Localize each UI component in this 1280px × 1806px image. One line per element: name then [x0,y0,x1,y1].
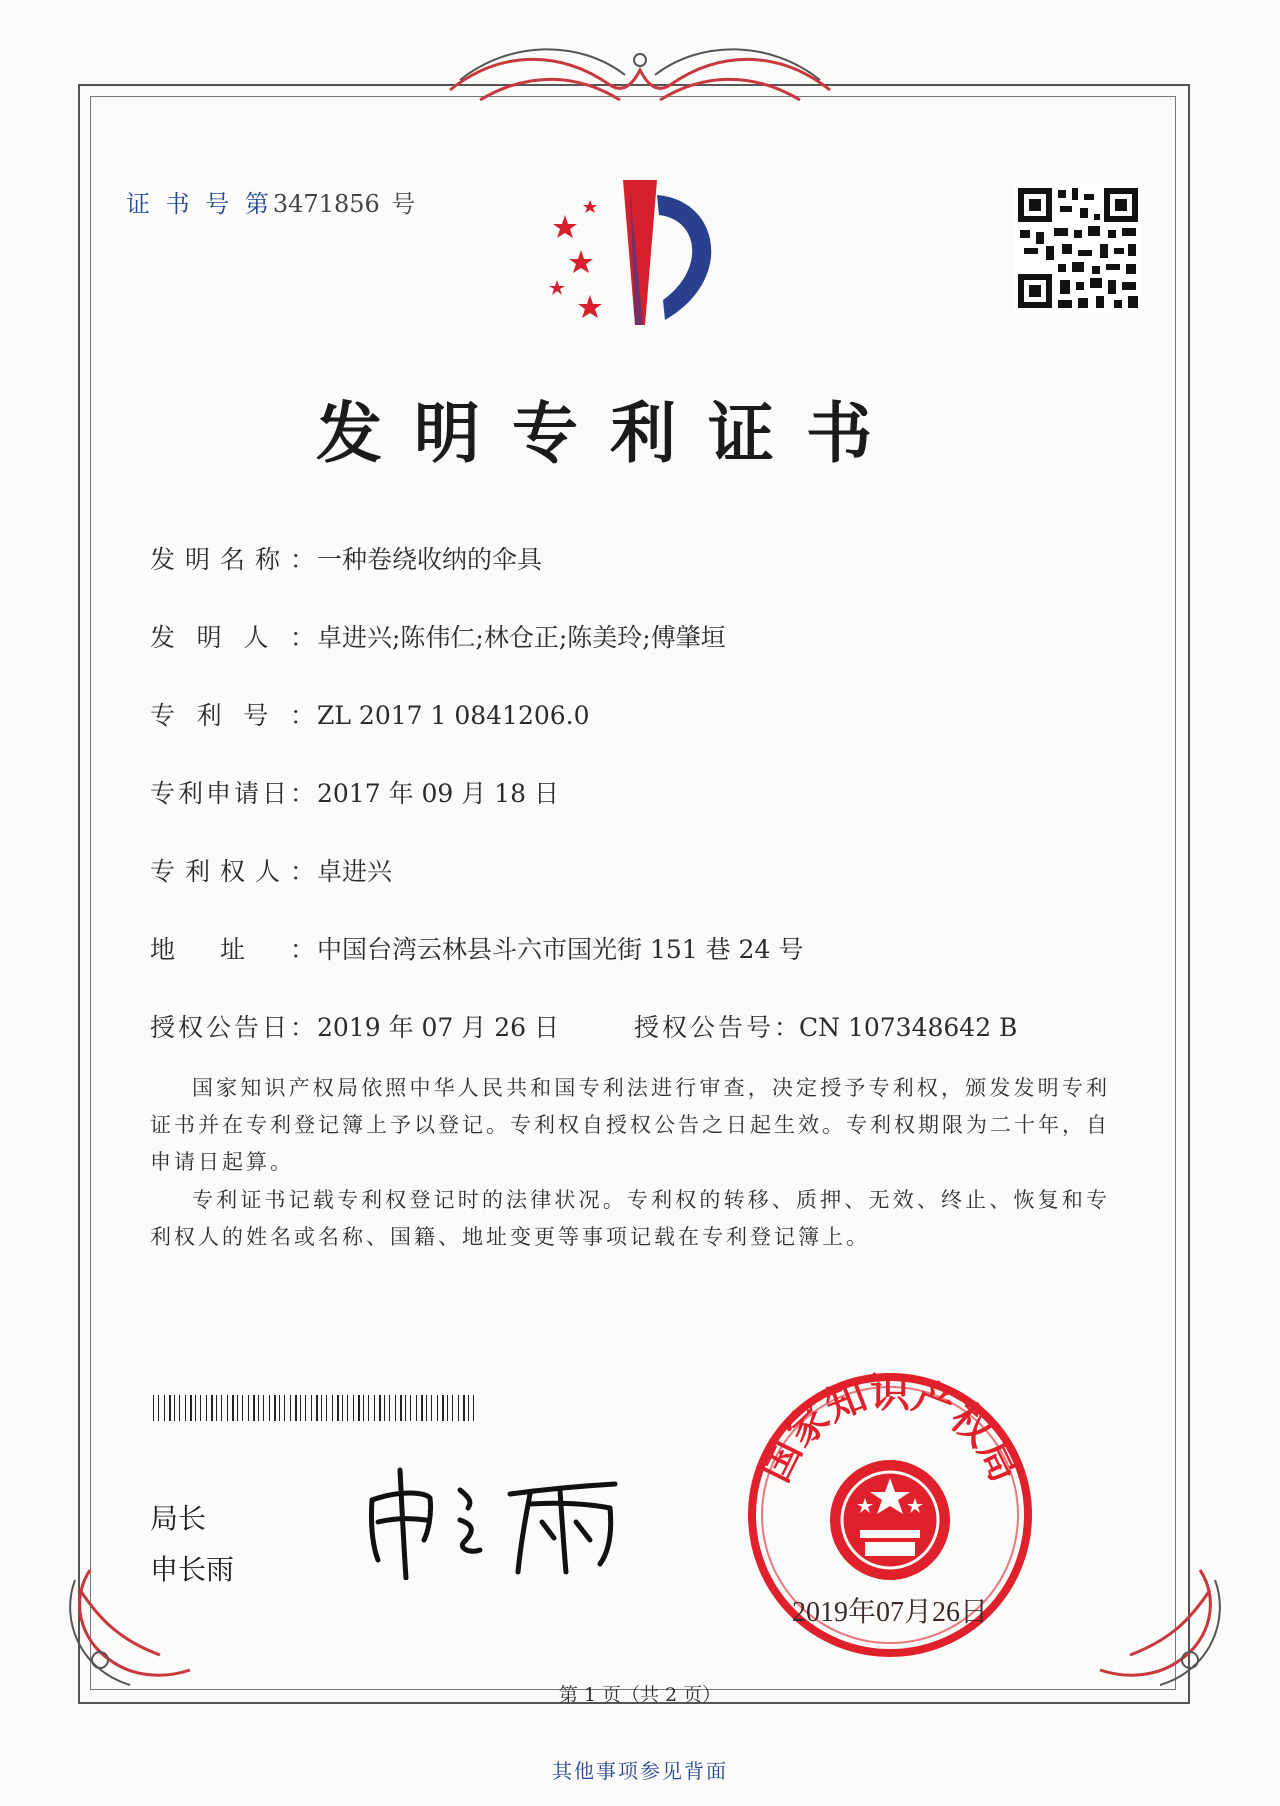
field-invention-name [150,540,542,576]
barcode-bar [169,1395,171,1421]
barcode-bar [216,1395,217,1421]
barcode-bar [242,1395,243,1421]
certificate-number-label: 证 书 号 第 [126,190,273,218]
page-title: 发明专利证书 [316,395,904,472]
barcode-bar [332,1395,333,1421]
barcode-bar [400,1395,402,1421]
barcode-bar [437,1395,438,1421]
barcode-bar [258,1395,259,1421]
barcode-bar [358,1395,360,1421]
page-number: 第 1 页（共 2 页） [558,1684,722,1706]
barcode-bar [164,1395,165,1421]
barcode-bar [316,1395,318,1421]
field-inventors [150,618,726,654]
seal-text: 国家知识产权局 [752,1370,1028,1490]
barcode-bar [410,1395,411,1421]
field-label: 专利申请日： [150,779,315,808]
handwritten-signature [360,1460,640,1580]
barcode-bar [452,1395,453,1421]
barcode-bar [190,1395,192,1421]
field-patent-number [150,696,590,732]
field-value: 一种卷绕收纳的伞具 [317,545,543,574]
barcode-bar [269,1395,270,1421]
barcode-bar [384,1395,385,1421]
field-label: 地址： [150,935,315,964]
barcode-bar [200,1395,201,1421]
barcode-bar [463,1395,465,1421]
field-value: CN 107348642 B [799,1013,1018,1042]
certificate-number-value: 3471856 [272,190,380,218]
barcode-bar [426,1395,427,1421]
barcode-bar [206,1395,207,1421]
barcode-bar [321,1395,322,1421]
patent-office-logo-icon [535,170,735,335]
barcode-bar [284,1395,285,1421]
field-label: 授权公告日： [150,1013,315,1042]
barcode-icon [153,1395,478,1421]
footer-note: 其他事项参见背面 [552,1759,728,1783]
field-address [150,930,803,966]
barcode-bar [389,1395,390,1421]
field-label: 授权公告号： [634,1013,799,1042]
barcode-bar [379,1395,381,1421]
barcode-bar [290,1395,291,1421]
director-title: 局长 [150,1502,207,1535]
barcode-bar [421,1395,423,1421]
barcode-bar [374,1395,375,1421]
barcode-bar [232,1395,234,1421]
barcode-bar [473,1395,474,1421]
field-label: 专利号： [150,701,315,730]
field-value: ZL 2017 1 0841206.0 [317,701,590,730]
barcode-bar [237,1395,238,1421]
certificate-number [126,184,419,219]
barcode-bar [279,1395,280,1421]
legal-paragraph-2: 专利证书记载专利权登记时的法律状况。专利权的转移、质押、无效、终止、恢复和专利权人的姓名或名称、国籍、地址变更等事项记载在专利登记簿上。 [150,1188,1110,1249]
barcode-bar [295,1395,297,1421]
barcode-bar [185,1395,186,1421]
barcode-bar [342,1395,343,1421]
barcode-bar [195,1395,196,1421]
certificate-number-suffix: 号 [391,190,420,218]
barcode-bar [442,1395,444,1421]
field-value: 卓进兴 [317,857,393,886]
field-value: 中国台湾云林县斗六市国光街 151 巷 24 号 [317,935,804,964]
field-grant-date [150,1008,559,1044]
field-label: 发明人： [150,623,315,652]
barcode-bar [431,1395,432,1421]
barcode-bar [347,1395,348,1421]
field-label: 发明名称： [150,545,315,574]
seal-date: 2019年07月26日 [791,1597,988,1628]
barcode-bar [311,1395,312,1421]
barcode-bar [305,1395,306,1421]
barcode-bar [395,1395,396,1421]
barcode-bar [274,1395,276,1421]
field-grant-number [634,1008,1017,1044]
qr-code-icon[interactable] [1014,184,1142,312]
barcode-bar [153,1395,154,1421]
barcode-bar [221,1395,222,1421]
barcode-bar [300,1395,301,1421]
bottom-right-ornament-icon [1090,1560,1230,1700]
barcode-bar [458,1395,459,1421]
barcode-bar [468,1395,469,1421]
barcode-bar [263,1395,264,1421]
barcode-bar [447,1395,448,1421]
field-value: 2017 年 09 月 18 日 [317,779,559,808]
barcode-bar [363,1395,364,1421]
barcode-bar [368,1395,369,1421]
barcode-bar [253,1395,255,1421]
field-application-date [150,774,559,810]
barcode-bar [405,1395,406,1421]
field-label: 专利权人： [150,857,315,886]
barcode-bar [174,1395,175,1421]
field-value: 卓进兴;陈伟仁;林仓正;陈美玲;傅肇垣 [317,623,726,652]
field-patentee [150,852,392,888]
barcode-bar [337,1395,339,1421]
field-value: 2019 年 07 月 26 日 [317,1013,559,1042]
barcode-bar [326,1395,327,1421]
barcode-bar [227,1395,228,1421]
top-ornament-icon [440,40,840,120]
director-name: 申长雨 [150,1553,235,1586]
barcode-bar [248,1395,249,1421]
barcode-bar [416,1395,417,1421]
barcode-bar [158,1395,159,1421]
barcode-bar [353,1395,354,1421]
barcode-bar [179,1395,180,1421]
legal-paragraph-1: 国家知识产权局依照中华人民共和国专利法进行审查，决定授予专利权，颁发发明专利证书并在专利登记簿上予以登记。专利权自授权公告之日起生效。专利权期限为二十年，自申请日起算。 [150,1076,1110,1174]
barcode-bar [211,1395,213,1421]
